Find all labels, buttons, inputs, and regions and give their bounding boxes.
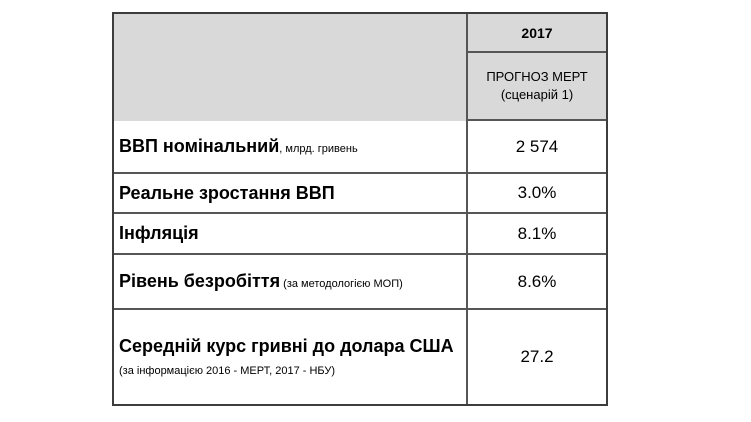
row-inflation-label [119, 222, 199, 245]
row-inflation-label-cell [114, 214, 468, 255]
header-forecast-line2: (сценарій 1) [500, 87, 574, 102]
header-forecast-cell [468, 53, 606, 121]
header-corner-cell [114, 14, 468, 121]
row-exchange-rate-value-cell [468, 310, 606, 404]
row-exchange-rate-label-cell [114, 310, 468, 404]
row-gdp-growth-label-cell [114, 174, 468, 214]
row-label-text: Інфляція [119, 223, 199, 244]
row-gdp-growth-label [119, 182, 335, 205]
row-label-text: Рівень безробіття [119, 271, 281, 292]
row-gdp-nominal-value-cell [468, 121, 606, 174]
row-label-text: Середній курс гривні до долара США [119, 335, 454, 356]
header-year-cell [468, 14, 606, 53]
row-unemployment-label [119, 270, 403, 293]
row-label-text: ВВП номінальний [119, 136, 280, 157]
header-forecast-line1: ПРОГНОЗ МЕРТ [486, 69, 588, 85]
row-label-text: Реальне зростання ВВП [119, 182, 335, 203]
forecast-table [112, 12, 608, 406]
row-label-note: (за інформацією 2016 - МЕРТ, 2017 - НБУ) [119, 365, 336, 377]
row-gdp-growth-value: 3.0% [517, 183, 557, 202]
row-gdp-nominal-value: 2 574 [515, 136, 559, 156]
row-label-note: , млрд. гривень [279, 143, 358, 156]
row-gdp-nominal-label [119, 135, 358, 158]
row-inflation-value-cell [468, 214, 606, 255]
row-unemployment-label-cell [114, 255, 468, 310]
header-year-label: 2017 [521, 24, 553, 41]
row-gdp-growth-value-cell [468, 174, 606, 214]
row-gdp-nominal-label-cell [114, 121, 468, 174]
row-unemployment-value-cell [468, 255, 606, 310]
row-exchange-rate-label [119, 335, 454, 380]
row-unemployment-value: 8.6% [517, 271, 557, 291]
row-exchange-rate-value: 27.2 [520, 347, 554, 366]
row-inflation-value: 8.1% [517, 223, 557, 243]
row-label-note: (за методологією МОП) [280, 278, 403, 291]
